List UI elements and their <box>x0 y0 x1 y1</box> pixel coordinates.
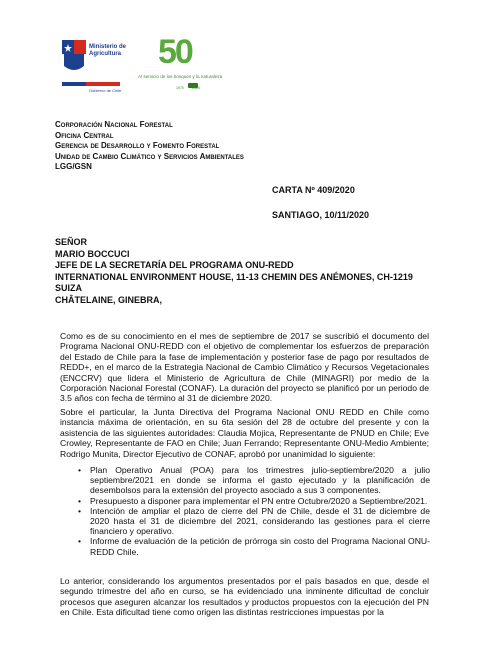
bullet-icon: • <box>78 495 82 506</box>
ministry-label: Ministerio de Agricultura <box>89 44 127 57</box>
body-paragraph-3: Lo anterior, considerando los argumentos presentados por el país basados en que, desde el segundo trimestre del año en curso, se ha evidenciado una inminente dificultad de concluir procesos que aseguren alcanzar los resultados y productos propuestos con la ejecución del PN en Chile. Esta dificultad tiene como origen las distintas restricciones impuestas por la <box>60 576 429 618</box>
body-paragraph-1: Como es de su conocimiento en el mes de septiembre de 2017 se suscribió el documento del Programa Nacional ONU-REDD con el objetivo de complementar los esfuerzos de preparación del Estado de Chile para la fase de implementación y posterior fase de pago por resultados de REDD+, en el marco de la Estrategia Nacional de Cambio Climático y Recursos Vegetacionales (ENCCRV) que lidera el Ministerio de Agricultura de Chile (MINAGRI) por medio de la Corporación Nacional Forestal (CONAF). La duración del proyecto se planificó por un periodo de 3.5 años con fecha de término al 31 de diciembre 2020. <box>60 331 429 404</box>
ministry-shield-icon <box>62 40 86 74</box>
bullet-icon: • <box>78 505 82 516</box>
list-item-text: Informe de evaluación de la petición de prórroga sin costo del Programa Nacional ONU-REDD Chile. <box>90 536 430 557</box>
recipient-salutation: SEÑOR <box>55 237 88 247</box>
bullet-icon: • <box>78 536 82 547</box>
recipient-name: MARIO BOCCUCI <box>55 248 130 259</box>
list-item-text: Intención de ampliar el plazo de cierre del PN de Chile, desde el 31 de diciembre de 2020 hasta el 31 de diciembre del 2021, considerando las gestiones para el cierre financiero y operativo. <box>90 505 430 537</box>
sender-management: Gerencia de Desarrollo y Fomento Forestal <box>55 141 220 150</box>
bullet-icon: • <box>78 465 82 475</box>
sender-initials: LGG/GSN <box>55 162 92 171</box>
recipient-city: CHÂTELAINE, GINEBRA, <box>55 294 163 305</box>
list-item-text: Plan Operativo Anual (POA) para los trimestres julio-septiembre/2020 a julio septiembre/2021 en donde se informa el gasto ejecutado y la planificación de desembolsos para la extensión del proyecto asociado a sus 3 componentes. <box>90 465 430 496</box>
list-item <box>64 496 430 506</box>
conaf-50-anniversary-logo <box>138 34 243 94</box>
resolution-bullet-list <box>64 465 430 557</box>
recipient-block <box>55 237 413 306</box>
list-item <box>64 536 430 556</box>
sender-organization: Corporación Nacional Forestal <box>55 120 173 129</box>
sender-unit: Unidad de Cambio Climático y Servicios Ambientales <box>55 151 244 161</box>
recipient-title: JEFE DE LA SECRETARÍA DEL PROGRAMA ONU-REDD <box>55 260 294 270</box>
conaf-years: 1970 2020 <box>176 86 200 90</box>
list-item <box>64 465 430 496</box>
recipient-country: SUIZA <box>55 283 82 293</box>
letter-number: CARTA Nº 409/2020 <box>272 185 355 195</box>
conaf-slogan: Al servicio de los bosques y la naturaleza <box>138 74 223 79</box>
gobierno-label: Gobierno de Chile <box>89 88 122 93</box>
flag-bar-blue <box>62 82 86 86</box>
list-item-text: Presupuesto a disponer para implementar el PN entre Octubre/2020 a Septiembre/2021. <box>90 495 428 506</box>
letter-place-date: SANTIAGO, 10/11/2020 <box>272 210 370 220</box>
recipient-address: INTERNATIONAL ENVIRONMENT HOUSE, 11-13 CHEMIN DES ANÉMONES, CH-1219 <box>55 271 413 282</box>
conaf-50-number: 50 <box>158 33 192 71</box>
flag-bar-red <box>86 82 120 86</box>
body-paragraph-2: Sobre el particular, la Junta Directiva del Programa Nacional ONU REDD en Chile como instancia máxima de orientación, en su 6ta sesión del 28 de octubre del presente y con la asistencia de las siguientes autoridades: Claudia Mojica, Representante de PNUD en Chile; Eve Crowley, Representante de FAO en Chile; Juan Ferrando; Representante ONU-Medio Ambiente; Rodrigo Munita, Director Ejecutivo de CONAF, aprobó por unanimidad lo siguiente: <box>60 407 429 459</box>
sender-block <box>55 120 244 173</box>
gobierno-de-chile-logo <box>62 38 127 93</box>
sender-office: Oficina Central <box>55 130 114 140</box>
list-item <box>64 506 430 537</box>
